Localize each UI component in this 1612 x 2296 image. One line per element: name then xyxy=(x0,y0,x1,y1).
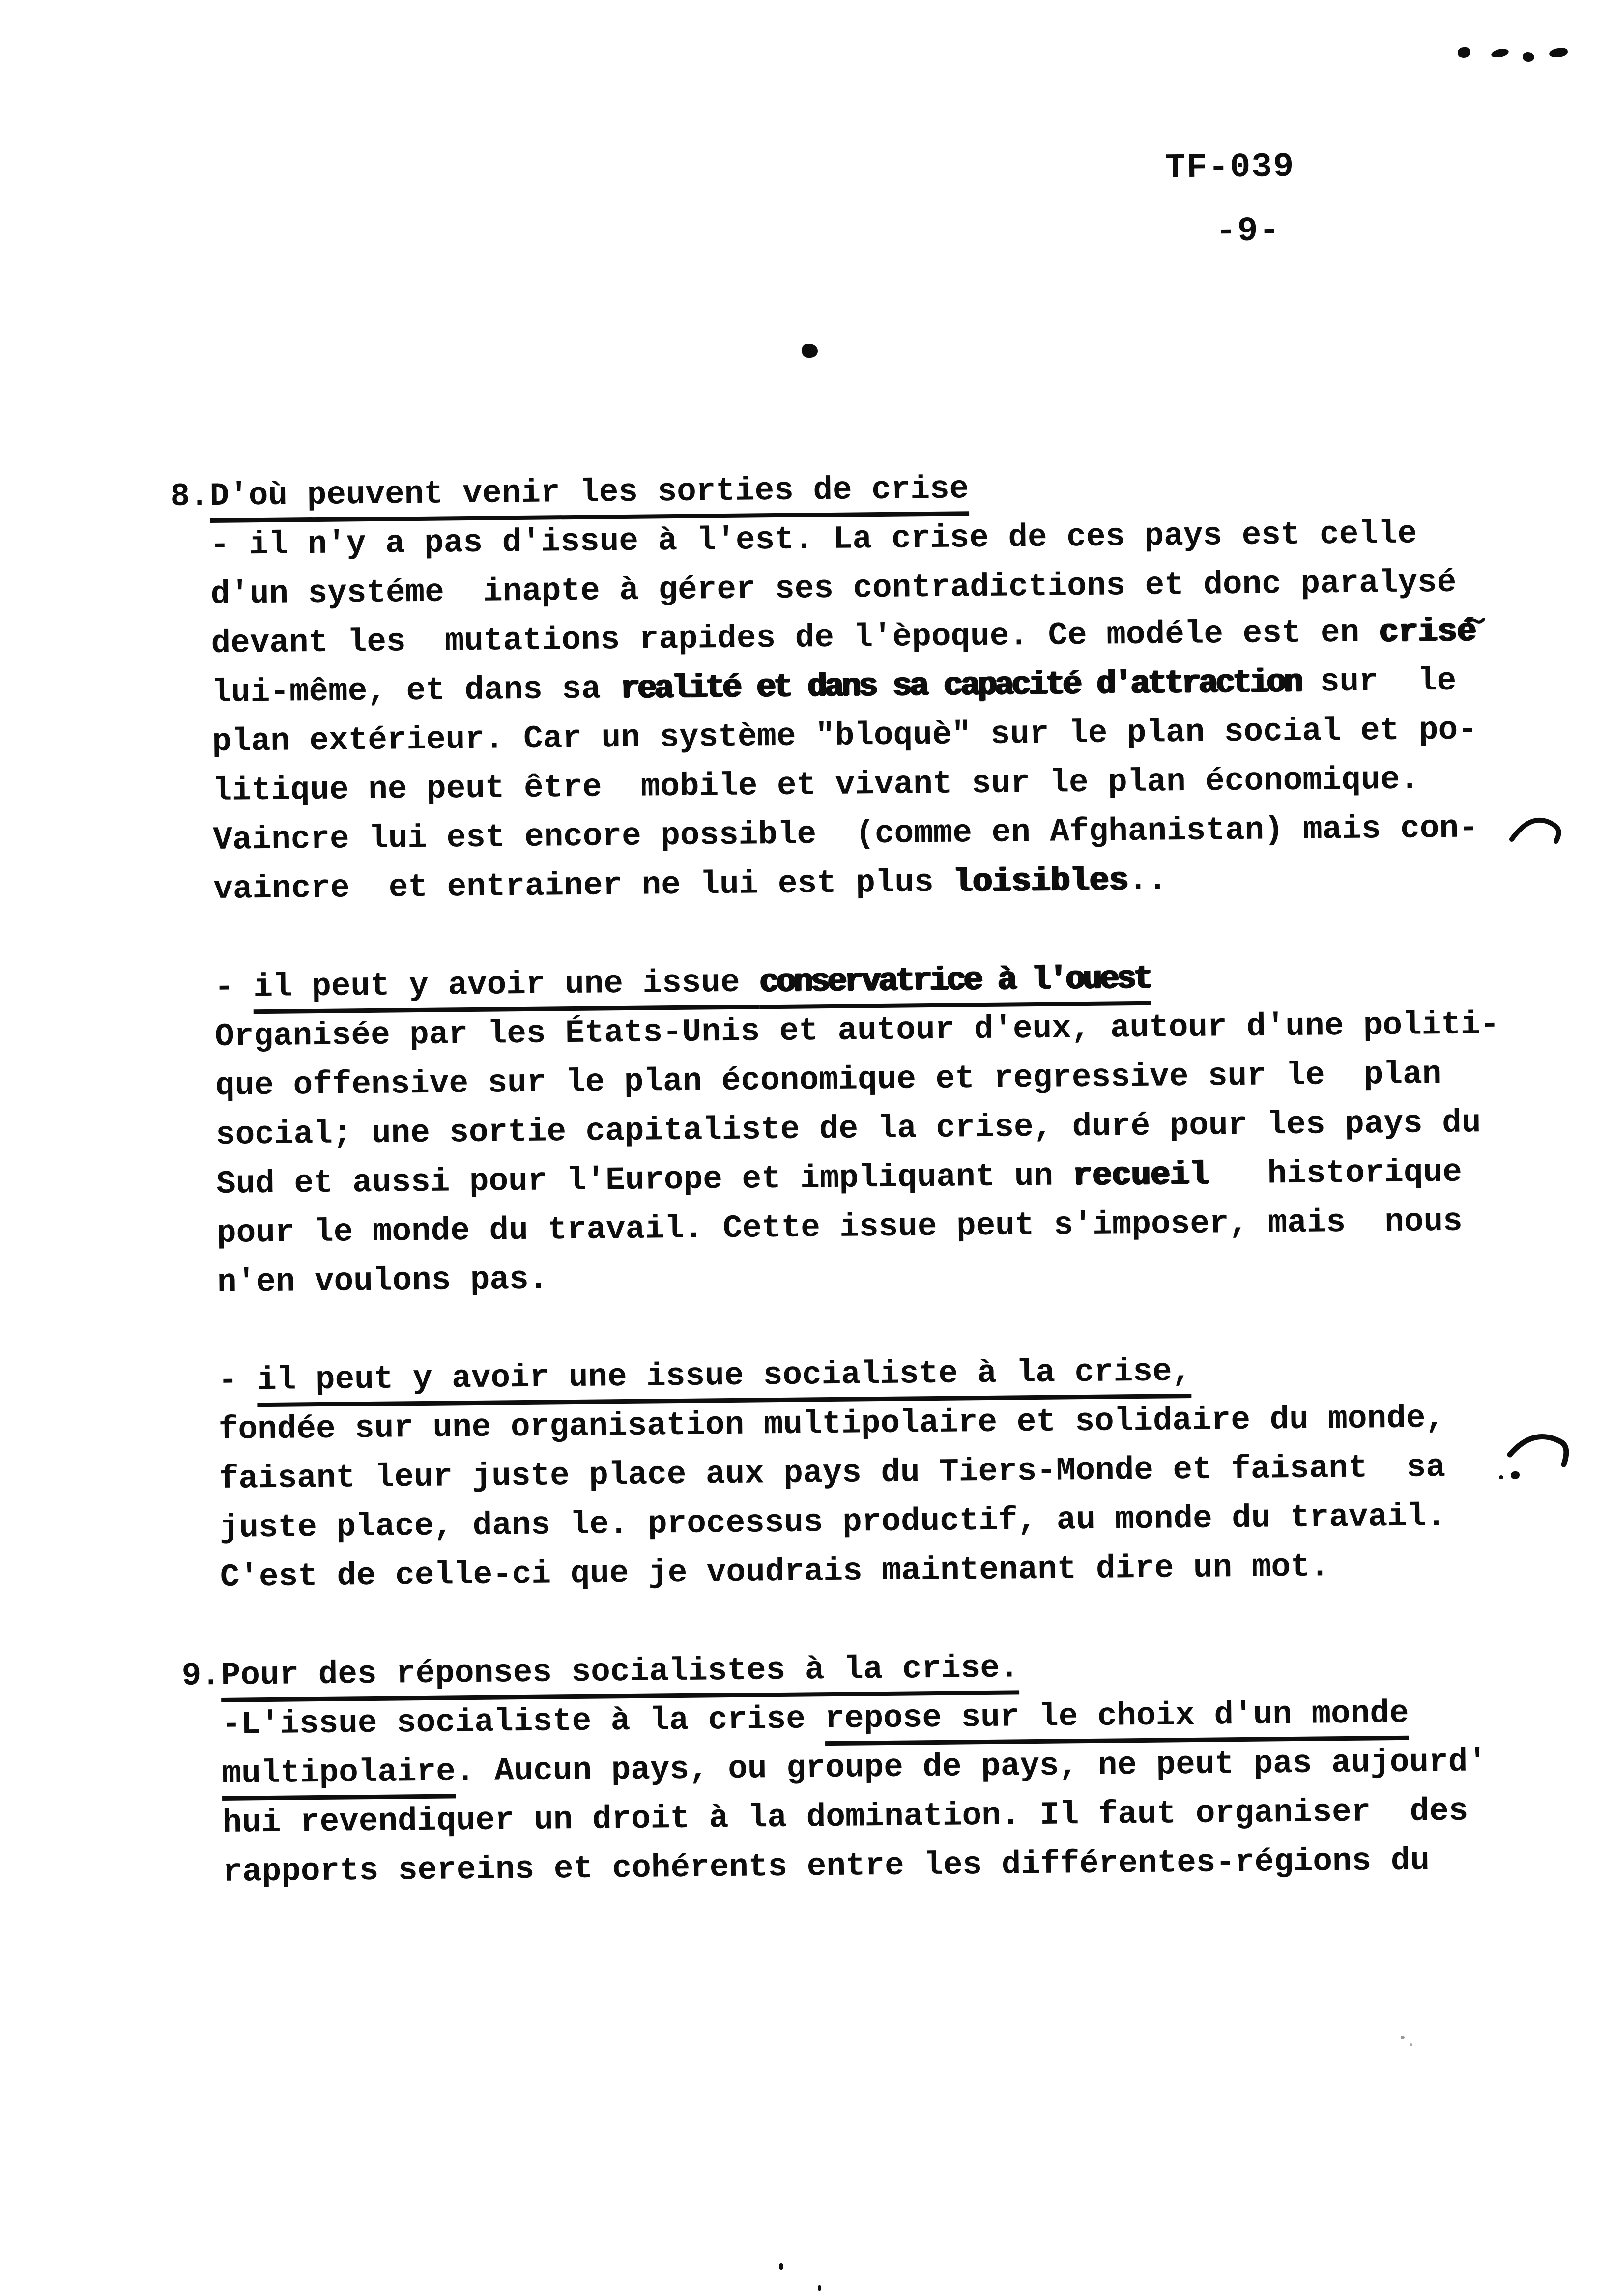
text-segment: que offensive sur le plan économique et regressive sur le plan xyxy=(215,1056,1442,1105)
text-segment: social; une sortie capitaliste de la crise, duré pour les pays du xyxy=(215,1104,1481,1154)
text-line xyxy=(217,1255,548,1307)
text-segment: loisibles xyxy=(952,862,1129,901)
text-segment: vaincre et entrainer ne lui est plus xyxy=(213,863,953,908)
text-segment: recueil xyxy=(1072,1156,1209,1195)
text-segment: hui revendiquer un droit à la domination. Il faut organiser des xyxy=(222,1792,1468,1841)
text-segment: Pour des réponses socialistes à la crise. xyxy=(221,1649,1019,1702)
text-segment: faisant leur juste place aux pays du Tiers-Monde et faisant sa xyxy=(219,1449,1446,1497)
text-segment: crisé xyxy=(1379,613,1477,651)
text-segment: n'en voulons pas. xyxy=(217,1261,548,1301)
text-segment: -L'issue socialiste à la crise xyxy=(221,1700,825,1743)
text-segment: litique ne peut être mobile et vivant sur le plan économique. xyxy=(212,761,1420,810)
text-segment: sur le xyxy=(1300,662,1457,701)
section-heading xyxy=(170,464,969,521)
text-segment: Sud et aussi pour l'Europe et impliquant un xyxy=(216,1157,1073,1203)
text-line xyxy=(213,856,1168,914)
text-segment: juste place, dans le. processus productif, au monde du travail. xyxy=(219,1498,1446,1547)
text-segment: realité et dans sa capacité d'attraction xyxy=(620,663,1301,708)
text-segment: . Aucun pays, ou groupe de pays, ne peut pas aujourd' xyxy=(455,1743,1488,1790)
section-heading xyxy=(181,1643,1019,1700)
text-line xyxy=(218,1347,1191,1406)
text-segment: repose sur le choix d'un monde xyxy=(825,1695,1409,1746)
text-segment: - xyxy=(218,1362,258,1399)
text-segment: Vaincre lui est encore possible (comme en Afghanistan) mais con- xyxy=(213,809,1479,859)
text-segment: multipolaire xyxy=(222,1753,456,1801)
text-segment: il peut y avoir une issue socialiste à la crise, xyxy=(257,1353,1192,1407)
text-segment: - il n'y a pas d'issue à l'est. La crise de ces pays est celle xyxy=(210,515,1417,564)
text-segment: fondée sur une organisation multipolaire et solidaire du monde, xyxy=(218,1400,1445,1448)
text-line xyxy=(214,954,1151,1012)
section-number: 8. xyxy=(170,478,210,515)
section-number: 9. xyxy=(181,1657,221,1694)
text-segment: rapports sereins et cohérents entre les différentes-régions du xyxy=(223,1842,1430,1891)
text-segment: d'un systéme inapte à gérer ses contradictions et donc paralysé xyxy=(210,564,1457,613)
text-segment: lui-même, et dans sa xyxy=(211,670,621,712)
document-reference: TF-039 xyxy=(1164,147,1295,188)
text-segment: plan extérieur. Car un système "bloquè" sur le plan social et po- xyxy=(212,711,1478,761)
page-number: -9- xyxy=(1215,212,1281,252)
text-segment: Organisée par les États-Unis et autour d'eux, autour d'une politi- xyxy=(214,1005,1500,1056)
text-segment: .. xyxy=(1128,861,1168,899)
text-segment: - xyxy=(214,969,254,1006)
text-segment: conservatrice à l'ouest xyxy=(759,960,1151,1009)
text-segment: D'où peuvent venir les sorties de crise xyxy=(209,470,969,523)
text-segment: il peut y avoir une issue xyxy=(253,964,760,1014)
text-segment: devant les mutations rapides de l'èpoque. Ce modéle est en xyxy=(211,614,1380,662)
text-segment: C'est de celle-ci que je voudrais maintenant dire un mot. xyxy=(220,1548,1330,1596)
text-segment: historique xyxy=(1209,1153,1463,1193)
text-segment: pour le monde du travail. Cette issue peut s'imposer, mais nous xyxy=(216,1203,1463,1252)
text-line xyxy=(220,1542,1329,1602)
